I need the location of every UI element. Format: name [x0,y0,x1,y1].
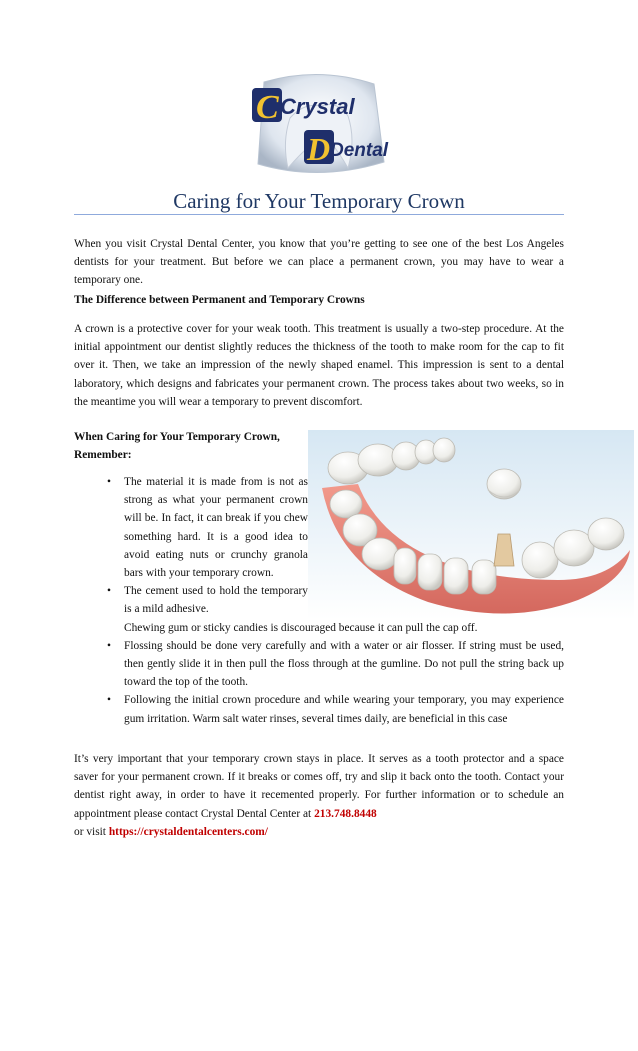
svg-text:C: C [256,89,279,126]
caring-heading-line2: Remember: [74,449,132,461]
list-item: • Flossing should be done very carefully and with a water or air flosser. If string must be used, then gently slide it in then pull the floss through at the gumline. Do not pull the string back up toward the top of the tooth. [74,637,564,692]
closing-paragraph [74,750,564,841]
difference-heading: The Difference between Permanent and Temporary Crowns [74,294,365,306]
crystal-dental-logo [244,72,394,180]
page-title: Caring for Your Temporary Crown [173,189,465,213]
list-item: • The material it is made from is not as strong as what your permanent crown will be. In fact, it can break if you chew something hard. It is a good idea to avoid eating nuts or crunchy granola bars with your temporary crown. [74,473,308,582]
list-item: • The cement used to hold the temporary is a mild adhesive. [74,582,308,618]
list-item-continuation: Chewing gum or sticky candies is discouraged because it can pull the cap off. [124,621,478,634]
care-bullet-list [74,473,564,728]
logo-word-crystal: Crystal [280,94,355,119]
or-visit-text: or visit [74,825,106,838]
phone-number[interactable]: 213.748.8448 [314,807,377,820]
list-item: • Following the initial crown procedure and while wearing your temporary, you may experience gum irritation. Warm salt water rinses, several times daily, are beneficial in this case [74,691,564,727]
title-divider [74,214,564,215]
svg-text:D: D [307,131,331,167]
logo-word-dental: Dental [330,140,389,161]
intro-paragraph: When you visit Crystal Dental Center, you know that you’re getting to see one of the best Los Angeles dentists for your treatment. But before we can place a permanent crown, you may have to wear a temporary one. [74,238,564,287]
caring-heading-line1: When Caring for Your Temporary Crown, [74,431,280,443]
difference-paragraph: A crown is a protective cover for your weak tooth. This treatment is usually a two-step procedure. At the initial appointment our dentist slightly reduces the thickness of the tooth to make room for the cap to fit over it. Then, we take an impression of the newly shaped enamel. This impression is sent to a dental laboratory, which designs and fabricates your permanent crown. The process takes about two weeks, so in the meantime you will wear a temporary to prevent discomfort. [74,323,564,408]
website-link[interactable]: https://crystaldentalcenters.com/ [108,825,268,838]
closing-text: It’s very important that your temporary crown stays in place. It serves as a tooth protector and a space saver for your permanent crown. If it breaks or comes off, try and slip it back onto the tooth. Contact your dentist right away, in order to have it recemented properly. For further information or to schedule an appointment please contact Crystal Dental Center at [74,753,564,820]
